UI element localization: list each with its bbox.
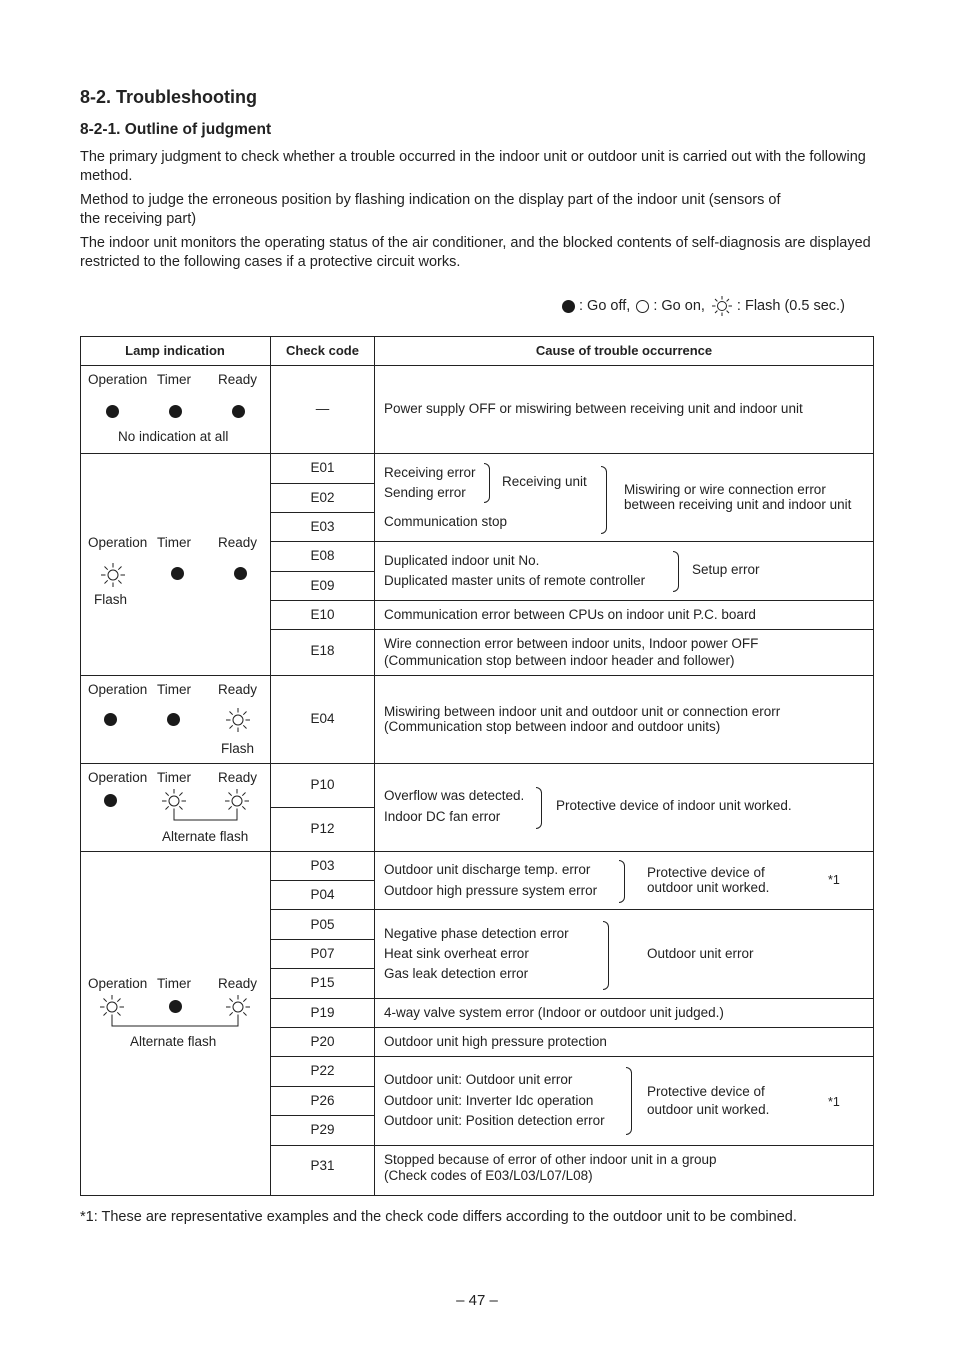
page-number: – 47 – (456, 1292, 498, 1309)
flash-label: : Flash (0.5 sec.) (736, 298, 845, 314)
footnote-ref: *1 (828, 873, 840, 887)
brace-icon (603, 921, 609, 990)
lamp-note: Flash (221, 741, 255, 756)
brace-icon (619, 860, 625, 903)
cause-text: Gas leak detection error (384, 966, 529, 981)
lamp-ready-label: Ready (218, 372, 258, 387)
check-code: P05 (310, 917, 335, 932)
lamp-flash-icon (225, 707, 251, 733)
lamp-flash-icon (161, 788, 187, 814)
lamp-note: No indication at all (118, 429, 229, 444)
check-code: P26 (310, 1093, 335, 1108)
check-code: P20 (310, 1034, 335, 1049)
lamp-flash-icon (99, 994, 125, 1020)
cause-text: 4-way valve system error (Indoor or outdoor unit judged.) (384, 1005, 724, 1020)
lamp-off-icon (169, 405, 182, 418)
lamp-operation-label: Operation (88, 535, 148, 550)
check-code: P15 (310, 975, 335, 990)
cause-text: Receiving error (384, 465, 476, 480)
header-lamp-indication: Lamp indication (125, 343, 225, 358)
check-code: E18 (310, 643, 335, 658)
cause-text: Setup error (692, 562, 760, 577)
cause-text: Overflow was detected. (384, 788, 525, 803)
cause-text: outdoor unit worked. (647, 1102, 770, 1117)
flash-icon (711, 295, 733, 317)
lamp-ready-label: Ready (218, 535, 258, 550)
cause-text: Negative phase detection error (384, 926, 569, 941)
lamp-note: Alternate flash (130, 1034, 217, 1049)
lamp-ready-label: Ready (218, 770, 258, 785)
cause-text: (Check codes of E03/L03/L07/L08) (384, 1168, 593, 1183)
subsection-heading: 8-2-1. Outline of judgment (80, 121, 272, 138)
alternate-bracket-icon (160, 812, 240, 824)
cause-text: Power supply OFF or miswiring between receiving unit and indoor unit (384, 401, 803, 416)
cause-text: Receiving unit (502, 474, 587, 489)
cause-text: Protective device of indoor unit worked. (556, 798, 792, 813)
cause-text: Sending error (384, 485, 466, 500)
cause-text: Communication stop (384, 514, 508, 529)
lamp-legend (562, 295, 845, 317)
check-code: P10 (310, 777, 335, 792)
lamp-operation-label: Operation (88, 770, 148, 785)
brace-icon (484, 463, 490, 503)
lamp-off-icon (104, 713, 117, 726)
lamp-off-icon (232, 405, 245, 418)
cause-text: Outdoor unit discharge temp. error (384, 862, 591, 877)
lamp-off-icon (234, 567, 247, 580)
lamp-timer-label: Timer (157, 976, 191, 991)
cause-text: Duplicated master units of remote controller (384, 573, 646, 588)
check-code: E08 (310, 548, 335, 563)
trouble-table (80, 336, 874, 1196)
cause-text: Heat sink overheat error (384, 946, 529, 961)
cause-text: Outdoor unit: Outdoor unit error (384, 1072, 573, 1087)
check-code: P03 (310, 858, 335, 873)
lamp-timer-label: Timer (157, 535, 191, 550)
lamp-timer-label: Timer (157, 770, 191, 785)
lamp-note: Flash (94, 592, 128, 607)
cause-text: Outdoor unit: Inverter Idc operation (384, 1093, 594, 1108)
cause-text: Miswiring between indoor unit and outdoor unit or connection erorr (384, 704, 781, 719)
check-code: E10 (310, 607, 335, 622)
footnote-ref: *1 (828, 1095, 840, 1109)
cause-text: Outdoor unit: Position detection error (384, 1113, 605, 1128)
cause-text: Protective device of (647, 865, 765, 880)
check-code: P12 (310, 821, 335, 836)
check-code: E02 (310, 490, 335, 505)
lamp-operation-label: Operation (88, 976, 148, 991)
go-off-icon (562, 300, 575, 313)
cause-text: Duplicated indoor unit No. (384, 553, 540, 568)
cause-text: Outdoor unit error (647, 946, 754, 961)
header-cause: Cause of trouble occurrence (535, 343, 713, 358)
lamp-off-icon (171, 567, 184, 580)
check-code: — (315, 401, 330, 416)
footnote: *1: These are representative examples and the check code differs according to the outdoor unit to be combined. (80, 1209, 797, 1225)
lamp-flash-icon (100, 562, 126, 588)
check-code: E09 (310, 578, 335, 593)
cause-text: Wire connection error between indoor units, Indoor power OFF (384, 636, 759, 651)
lamp-operation-label: Operation (88, 372, 148, 387)
lamp-timer-label: Timer (157, 372, 191, 387)
check-code: P07 (310, 946, 335, 961)
brace-icon (626, 1067, 632, 1135)
cause-text: Stopped because of error of other indoor unit in a group (384, 1152, 717, 1167)
lamp-ready-label: Ready (218, 976, 258, 991)
lamp-note: Alternate flash (162, 829, 249, 844)
cause-text: (Communication stop between indoor and outdoor units) (384, 719, 721, 734)
cause-text: Indoor DC fan error (384, 809, 501, 824)
cause-text: Protective device of (647, 1084, 765, 1099)
paragraph-2: Method to judge the erroneous position by flashing indication on the display part of the indoor unit (sensors of the receiving part) (80, 192, 781, 227)
check-code: P04 (310, 887, 335, 902)
go-off-label: : Go off, (579, 298, 631, 314)
check-code: P29 (310, 1122, 335, 1137)
lamp-off-icon (167, 713, 180, 726)
lamp-off-icon (104, 794, 117, 807)
go-on-icon (636, 300, 649, 313)
cause-text: Miswiring or wire connection error (624, 482, 826, 497)
check-code: E01 (310, 460, 335, 475)
cause-text: Outdoor high pressure system error (384, 883, 598, 898)
check-code: E04 (310, 711, 335, 726)
lamp-ready-label: Ready (218, 682, 258, 697)
lamp-off-icon (169, 1000, 182, 1013)
lamp-operation-label: Operation (88, 682, 148, 697)
brace-icon (673, 551, 679, 592)
cause-text: Communication error between CPUs on indoor unit P.C. board (384, 607, 756, 622)
alternate-bracket-icon (105, 1018, 245, 1030)
check-code: E03 (310, 519, 335, 534)
brace-icon (536, 787, 542, 829)
cause-text: outdoor unit worked. (647, 880, 770, 895)
section-heading: 8-2. Troubleshooting (80, 87, 258, 107)
check-code: P31 (310, 1158, 335, 1173)
lamp-flash-icon (225, 994, 251, 1020)
cause-text: between receiving unit and indoor unit (624, 497, 852, 512)
paragraph-1: The primary judgment to check whether a trouble occurred in the indoor unit or outdoor unit is carried out with the following method. (80, 149, 866, 184)
cause-text: (Communication stop between indoor header and follower) (384, 653, 735, 668)
paragraph-3: The indoor unit monitors the operating status of the air conditioner, and the blocked contents of self-diagnosis are displayed restricted to the following cases if a protective circuit works. (80, 235, 871, 270)
lamp-off-icon (106, 405, 119, 418)
go-on-label: : Go on, (653, 298, 705, 314)
check-code: P19 (310, 1005, 335, 1020)
lamp-timer-label: Timer (157, 682, 191, 697)
header-check-code: Check code (286, 343, 359, 358)
check-code: P22 (310, 1063, 335, 1078)
brace-icon (601, 466, 607, 534)
lamp-flash-icon (224, 788, 250, 814)
cause-text: Outdoor unit high pressure protection (384, 1034, 607, 1049)
